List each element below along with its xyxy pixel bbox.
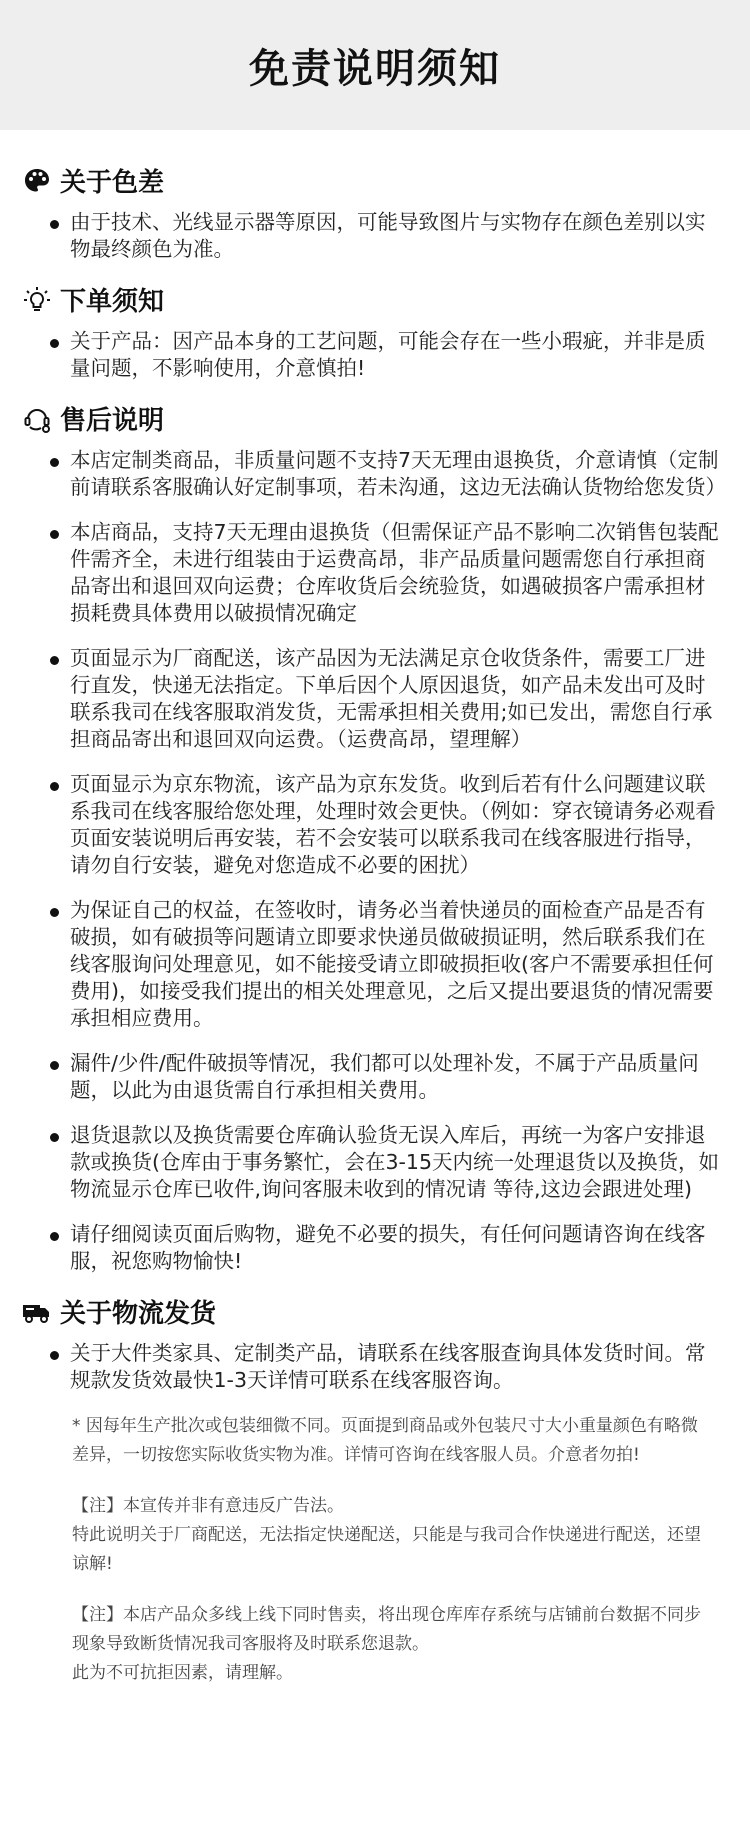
section bbox=[22, 400, 724, 1275]
palette-icon bbox=[22, 166, 52, 196]
note-line: * 因每年生产批次或包装细微不同。页面提到商品或外包装尺寸大小重量颜色有略微差异，一切按您实际收货实物为准。详情可咨询在线客服人员。介意者勿拍! bbox=[72, 1416, 698, 1465]
section bbox=[22, 162, 724, 263]
content bbox=[0, 130, 750, 1688]
list-item: 页面显示为厂商配送，该产品因为无法满足京仓收货条件，需要工厂进行直发，快递无法指定。下单后因个人原因退货，如产品未发出可及时联系我司在线客服取消发货，无需承担相关费用;如已发出，需您自行承担商品寄出和退回双向运费。（运费高昂，望理解） bbox=[22, 645, 724, 753]
note-line: 【注】本宣传并非有意违反广告法。 bbox=[72, 1496, 344, 1516]
list-item: 关于大件类家具、定制类产品，请联系在线客服查询具体发货时间。常规款发货效最快1-3天详情可联系在线客服咨询。 bbox=[22, 1340, 724, 1394]
page-title: 免责说明须知 bbox=[249, 45, 501, 92]
section bbox=[22, 1293, 724, 1394]
item-list bbox=[22, 328, 724, 382]
list-item: 请仔细阅读页面后购物，避免不必要的损失，有任何问题请咨询在线客服，祝您购物愉快! bbox=[22, 1221, 724, 1275]
notes bbox=[22, 1412, 724, 1688]
delivery-truck-icon bbox=[22, 1297, 52, 1327]
customer-service-icon bbox=[22, 404, 52, 434]
section-heading-text: 关于色差 bbox=[60, 168, 165, 198]
list-item: 本店商品，支持7天无理由退换货（但需保证产品不影响二次销售包装配件需齐全，未进行组装由于运费高昂，非产品质量问题需您自行承担商品寄出和退回双向运费；仓库收货后会统验货，如遇破损客户需承担材损耗费具体费用以破损情况确定 bbox=[22, 519, 724, 627]
list-item: 由于技术、光线显示器等原因，可能导致图片与实物存在颜色差别以实物最终颜色为准。 bbox=[22, 209, 724, 263]
list-item: 漏件/少件/配件破损等情况，我们都可以处理补发，不属于产品质量问题，以此为由退货需自行承担相关费用。 bbox=[22, 1050, 724, 1104]
sections bbox=[22, 162, 724, 1394]
list-item: 页面显示为京东物流，该产品为京东发货。收到后若有什么问题建议联系我司在线客服给您处理，处理时效会更快。（例如：穿衣镜请务必观看页面安装说明后再安装，若不会安装可以联系我司在线客服进行指导，请勿自行安装，避免对您造成不必要的困扰） bbox=[22, 771, 724, 879]
section bbox=[22, 281, 724, 382]
section-heading bbox=[22, 400, 724, 437]
section-heading-text: 下单须知 bbox=[60, 287, 165, 317]
note bbox=[72, 1601, 714, 1688]
list-item: 本店定制类商品，非质量问题不支持7天无理由退换货，介意请慎（定制前请联系客服确认好定制事项，若未沟通，这边无法确认货物给您发货） bbox=[22, 447, 724, 501]
section-heading bbox=[22, 281, 724, 318]
note bbox=[72, 1412, 714, 1470]
section-heading-text: 售后说明 bbox=[60, 406, 165, 436]
list-item: 关于产品：因产品本身的工艺问题，可能会存在一些小瑕疵，并非是质量问题，不影响使用，介意慎拍! bbox=[22, 328, 724, 382]
section-heading-text: 关于物流发货 bbox=[60, 1299, 217, 1329]
item-list bbox=[22, 209, 724, 263]
note-line: 此为不可抗拒因素，请理解。 bbox=[72, 1663, 293, 1683]
page-header bbox=[0, 0, 750, 130]
section-heading bbox=[22, 1293, 724, 1330]
note bbox=[72, 1492, 714, 1579]
item-list bbox=[22, 1340, 724, 1394]
list-item: 为保证自己的权益，在签收时，请务必当着快递员的面检查产品是否有破损，如有破损等问题请立即要求快递员做破损证明，然后联系我们在线客服询问处理意见，如不能接受请立即破损拒收(客户不需要承担任何费用)，如接受我们提出的相关处理意见，之后又提出要退货的情况需要承担相应费用。 bbox=[22, 897, 724, 1032]
item-list bbox=[22, 447, 724, 1275]
note-line: 【注】本店产品众多线上线下同时售卖，将出现仓库库存系统与店铺前台数据不同步现象导致断货情况我司客服将及时联系您退款。 bbox=[72, 1605, 701, 1654]
note-line: 特此说明关于厂商配送，无法指定快递配送，只能是与我司合作快递进行配送，还望谅解! bbox=[72, 1525, 701, 1574]
list-item: 退货退款以及换货需要仓库确认验货无误入库后，再统一为客户安排退款或换货(仓库由于事务繁忙，会在3-15天内统一处理退货以及换货，如物流显示仓库已收件,询问客服未收到的情况请 等待,这边会跟进处理) bbox=[22, 1122, 724, 1203]
lightbulb-icon bbox=[22, 285, 52, 315]
section-heading bbox=[22, 162, 724, 199]
